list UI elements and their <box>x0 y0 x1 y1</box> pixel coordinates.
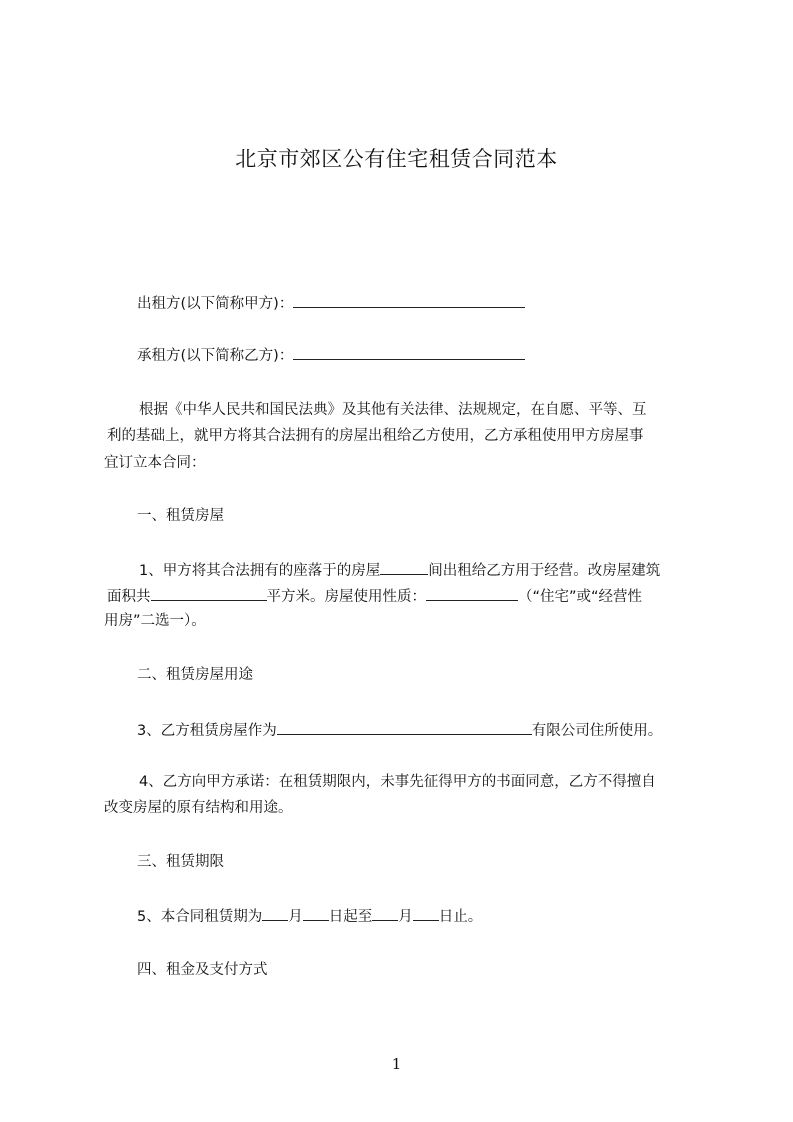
preamble-line-3: 宜订立本合同： <box>104 455 206 471</box>
end-day-blank <box>413 905 439 921</box>
page-number: 1 <box>391 1055 402 1073</box>
lessee-line <box>137 344 737 366</box>
clause-1-text-a: 1、甲方将其合法拥有的座落于的房屋 <box>139 563 381 579</box>
section-3-heading: 三、租赁期限 <box>137 854 224 870</box>
lessee-blank <box>293 344 525 360</box>
clause-5-line <box>137 905 737 927</box>
clause-1-line-3: 用房”二选一）。 <box>104 613 206 629</box>
clause-4-line-2: 改变房屋的原有结构和用途。 <box>104 800 293 816</box>
area-blank <box>151 585 267 601</box>
start-day-blank <box>303 905 329 921</box>
preamble-line-1: 根据《中华人民共和国民法典》及其他有关法律、法规规定，在自愿、平等、互 <box>139 402 647 418</box>
clause-1-text-b: 间出租给乙方用于经营。改房屋建筑 <box>428 563 661 579</box>
clause-3-line <box>137 719 737 741</box>
preamble-line-2: 利的基础上，就甲方将其合法拥有的房屋出租给乙方使用，乙方承租使用甲方房屋事 <box>107 428 644 444</box>
clause-5-day-2: 日止。 <box>438 909 483 925</box>
clause-5-day-1: 日起至 <box>328 909 373 925</box>
section-1-heading: 一、租赁房屋 <box>137 508 224 524</box>
clause-5-month-2: 月 <box>398 909 413 925</box>
lessor-blank <box>293 292 525 308</box>
end-month-blank <box>372 905 398 921</box>
clause-1-text-c: 面积共 <box>107 589 151 605</box>
section-4-heading: 四、租金及支付方式 <box>137 962 268 978</box>
lessee-label: 承租方(以下简称乙方)： <box>137 348 294 364</box>
clause-3-text-a: 3、乙方租赁房屋作为 <box>137 723 277 739</box>
start-month-blank <box>262 905 288 921</box>
rooms-blank <box>380 559 428 575</box>
document-title: 北京市郊区公有住宅租赁合同范本 <box>235 147 558 171</box>
clause-1-text-d: 平方米。房屋使用性质： <box>266 589 426 605</box>
lessor-line <box>137 292 737 314</box>
section-2-heading: 二、租赁房屋用途 <box>137 667 253 683</box>
company-blank <box>277 719 532 735</box>
clause-1-text-e: （“住宅”或“经营性 <box>518 589 643 605</box>
clause-1-line-1 <box>139 559 739 581</box>
lessor-label: 出租方(以下简称甲方)： <box>137 296 294 312</box>
usage-blank <box>426 585 518 601</box>
clause-5-text-a: 5、本合同租赁期为 <box>137 909 263 925</box>
clause-5-month-1: 月 <box>288 909 303 925</box>
clause-4-line-1: 4、乙方向甲方承诺：在租赁期限内，未事先征得甲方的书面同意，乙方不得擅自 <box>139 774 656 790</box>
clause-1-line-2 <box>107 585 707 607</box>
clause-3-text-b: 有限公司住所使用。 <box>531 723 663 739</box>
